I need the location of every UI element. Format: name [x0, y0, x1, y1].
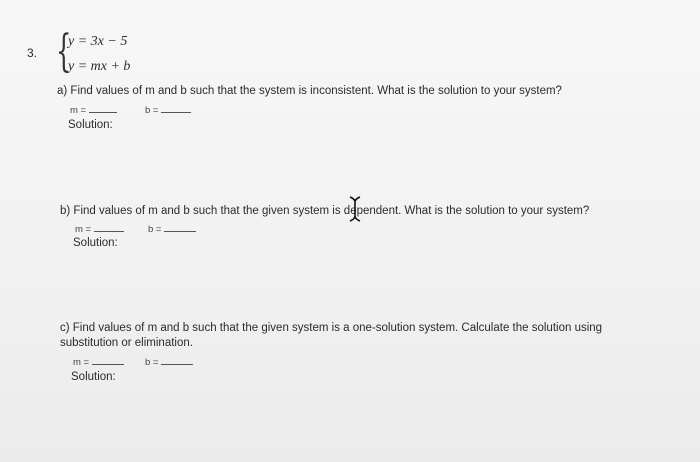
m-label-b: m = [75, 222, 124, 235]
problem-number: 3. [27, 46, 38, 60]
m-blank-a[interactable] [89, 103, 117, 113]
question-c: c) Find values of m and b such that the given system is a one-solution system. Calculate the solution using substitution or elimination. [60, 322, 603, 349]
equation-1: y = 3x − 5 [68, 34, 128, 49]
b-blank-a[interactable] [161, 103, 191, 113]
question-b: b) Find values of m and b such that the given system is dependent. What is the solution to your system? [60, 205, 590, 217]
m-blank-c[interactable] [92, 355, 124, 365]
b-label-b: b = [148, 222, 196, 235]
m-label-c: m = [73, 355, 124, 368]
solution-label-a: Solution: [68, 119, 113, 131]
b-label-c: b = [145, 355, 193, 368]
solution-label-c: Solution: [71, 371, 116, 383]
m-label-a: m = [70, 103, 117, 116]
solution-label-b: Solution: [73, 237, 118, 249]
system-brace: { [56, 26, 72, 77]
b-blank-b[interactable] [164, 222, 196, 232]
text-cursor-icon [348, 196, 362, 222]
equation-2: y = mx + b [68, 59, 131, 74]
m-blank-b[interactable] [94, 222, 124, 232]
b-blank-c[interactable] [161, 355, 193, 365]
b-label-a: b = [145, 103, 191, 116]
question-a: a) Find values of m and b such that the system is inconsistent. What is the solution to your system? [57, 85, 562, 97]
